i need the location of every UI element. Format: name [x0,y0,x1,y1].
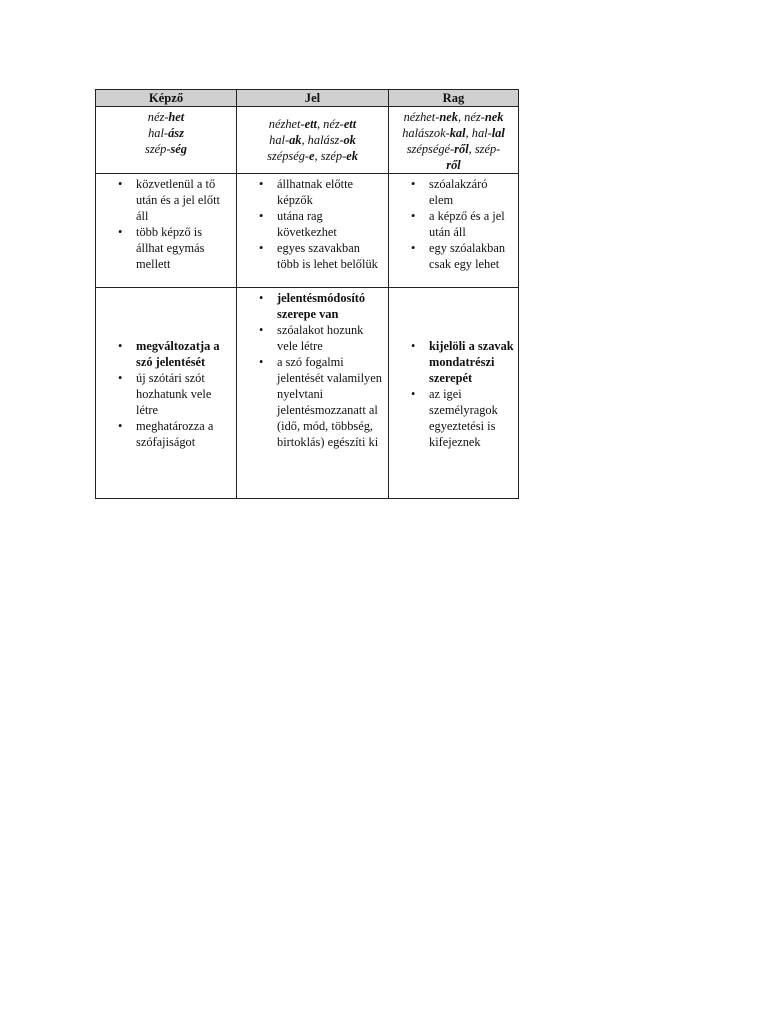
properties-rag-cell [389,174,519,288]
example-line: hal-ász [148,126,184,140]
list-item: • a képző és a jel után áll [411,209,505,239]
list-item: • egyes szavakban több is lehet belőlük [259,241,378,271]
list-item: • szóalakot hozunk vele létre [259,323,364,353]
header-row [96,90,519,107]
examples-rag-cell [389,107,519,174]
properties-jel-cell [237,174,389,288]
roles-rag-cell [389,288,519,499]
roles-jel-cell [237,288,389,499]
list-item: • kijelöli a szavak mondatrészi szerepét [411,339,514,385]
roles-kepzo-cell [96,288,237,499]
example-line: néz-het [147,110,185,124]
list-item: • az igei személyragok egyeztetési is kifejeznek [411,387,498,449]
example-line: nézhet-nek, néz-nek [403,110,504,124]
list-item: • egy szóalakban csak egy lehet [411,241,506,271]
list-item: • közvetlenül a tő után és a jel előtt áll [118,177,220,223]
list-item: • új szótári szót hozhatunk vele létre [118,371,212,417]
properties-kepzo-cell [96,174,237,288]
examples-jel-cell [237,107,389,174]
header-rag: Rag [389,90,519,107]
list-item: • megváltozatja a szó jelentését [118,339,220,369]
example-line: halászok-kal, hal-lal [402,126,505,140]
list-item: • jelentésmódosító szerepe van [259,291,366,321]
list-item: • szóalakzáró elem [411,177,488,207]
list-item: • a szó fogalmi jelentését valamilyen nyelvtani jelentésmozzanatt al (idő, mód, többség, birtoklás) egészíti ki [259,355,382,449]
examples-row [96,107,519,174]
header-kepzo: Képző [96,90,237,107]
header-jel: Jel [237,90,389,107]
example-line: ről [446,158,461,172]
examples-kepzo-cell [96,107,237,174]
example-line: szép-ség [145,142,187,156]
list-item: • meghatározza a szófajiságot [118,419,214,449]
morpheme-comparison-table [95,89,519,499]
roles-row [96,288,519,499]
list-item: • állhatnak előtte képzők [259,177,354,207]
example-line: nézhet-ett, néz-ett [268,117,357,131]
properties-row [96,174,519,288]
example-line: szépségé-ről, szép- [406,142,501,156]
example-line: szépség-e, szép-ek [267,149,358,163]
list-item: • több képző is állhat egymás mellett [118,225,205,271]
list-item: • utána rag következhet [259,209,337,239]
example-line: hal-ak, halász-ok [269,133,356,147]
